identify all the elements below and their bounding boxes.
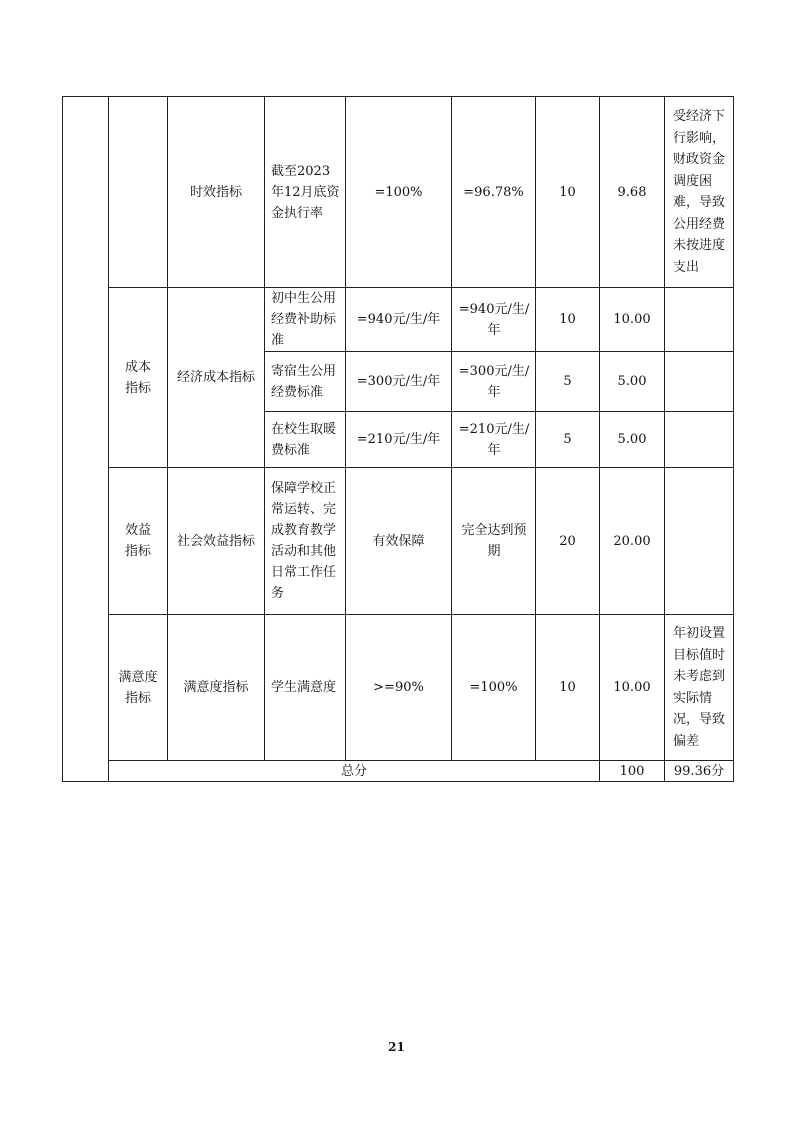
table-row-timeliness: [63, 97, 734, 288]
score-cell: 9.68: [600, 97, 665, 288]
deviation-note-cell: 受经济下行影响，财政资金调度困难，导致公用经费未按进度支出: [665, 97, 734, 288]
level1-cell-satisfaction: [109, 615, 168, 761]
table-row-satisfaction: [63, 615, 734, 761]
level2-cell: 经济成本指标: [168, 288, 265, 468]
level2-cell: 社会效益指标: [168, 468, 265, 615]
level3-cell: 在校生取暖费标准: [265, 412, 346, 468]
level1-cell-cost: [109, 288, 168, 468]
actual-value-cell: =100%: [452, 615, 536, 761]
target-value-cell: =300元/生/年: [346, 352, 452, 412]
actual-value-text: 完全达到预期: [461, 523, 527, 559]
level2-cell: 时效指标: [168, 97, 265, 288]
score-cell: 5.00: [600, 352, 665, 412]
weight-cell: 20: [536, 468, 600, 615]
level1-label: 成本指标: [124, 359, 151, 396]
level3-cell: 保障学校正常运转、完成教育教学活动和其他日常工作任务: [265, 468, 346, 615]
table-row-total: [63, 761, 734, 782]
total-weight-cell: 100: [600, 761, 665, 782]
deviation-note-cell: 年初设置目标值时未考虑到实际情况，导致偏差: [665, 615, 734, 761]
deviation-note-cell: [665, 468, 734, 615]
target-value-cell: =210元/生/年: [346, 412, 452, 468]
actual-value-cell: [452, 288, 536, 352]
score-cell: 10.00: [600, 288, 665, 352]
weight-cell: 10: [536, 288, 600, 352]
deviation-note-cell: [665, 352, 734, 412]
actual-value-cell: [452, 352, 536, 412]
table-row-benefit: [63, 468, 734, 615]
level3-cell: 初中生公用经费补助标准: [265, 288, 346, 352]
level1-cell-benefit: [109, 468, 168, 615]
level3-cell: 截至2023年12月底资金执行率: [265, 97, 346, 288]
actual-value-cell: [452, 468, 536, 615]
deviation-note-cell: [665, 412, 734, 468]
performance-indicator-table: [62, 96, 734, 782]
target-value-cell: 有效保障: [346, 468, 452, 615]
level1-label: 效益指标: [124, 523, 151, 559]
actual-value-cell: [452, 412, 536, 468]
level2-cell: 满意度指标: [168, 615, 265, 761]
blank-level1-cell: [109, 97, 168, 288]
score-cell: 5.00: [600, 412, 665, 468]
actual-value-text: =940元/生/年: [458, 301, 530, 338]
level3-cell: 寄宿生公用经费标准: [265, 352, 346, 412]
target-value-cell: >=90%: [346, 615, 452, 761]
table-row-cost-1: [63, 288, 734, 352]
actual-value-cell: =96.78%: [452, 97, 536, 288]
weight-cell: 5: [536, 352, 600, 412]
score-cell: 10.00: [600, 615, 665, 761]
deviation-note-cell: [665, 288, 734, 352]
level3-cell: 学生满意度: [265, 615, 346, 761]
actual-value-text: =210元/生/年: [458, 421, 530, 458]
target-value-cell: =940元/生/年: [346, 288, 452, 352]
weight-cell: 10: [536, 97, 600, 288]
weight-cell: 5: [536, 412, 600, 468]
blank-category-cell: [63, 97, 109, 782]
weight-cell: 10: [536, 615, 600, 761]
total-label-cell: 总分: [109, 761, 600, 782]
page-number: 21: [388, 1040, 405, 1054]
score-cell: 20.00: [600, 468, 665, 615]
total-score-cell: 99.36分: [665, 761, 734, 782]
level1-label: 满意度指标: [118, 669, 158, 706]
target-value-cell: =100%: [346, 97, 452, 288]
actual-value-text: =300元/生/年: [458, 363, 530, 400]
